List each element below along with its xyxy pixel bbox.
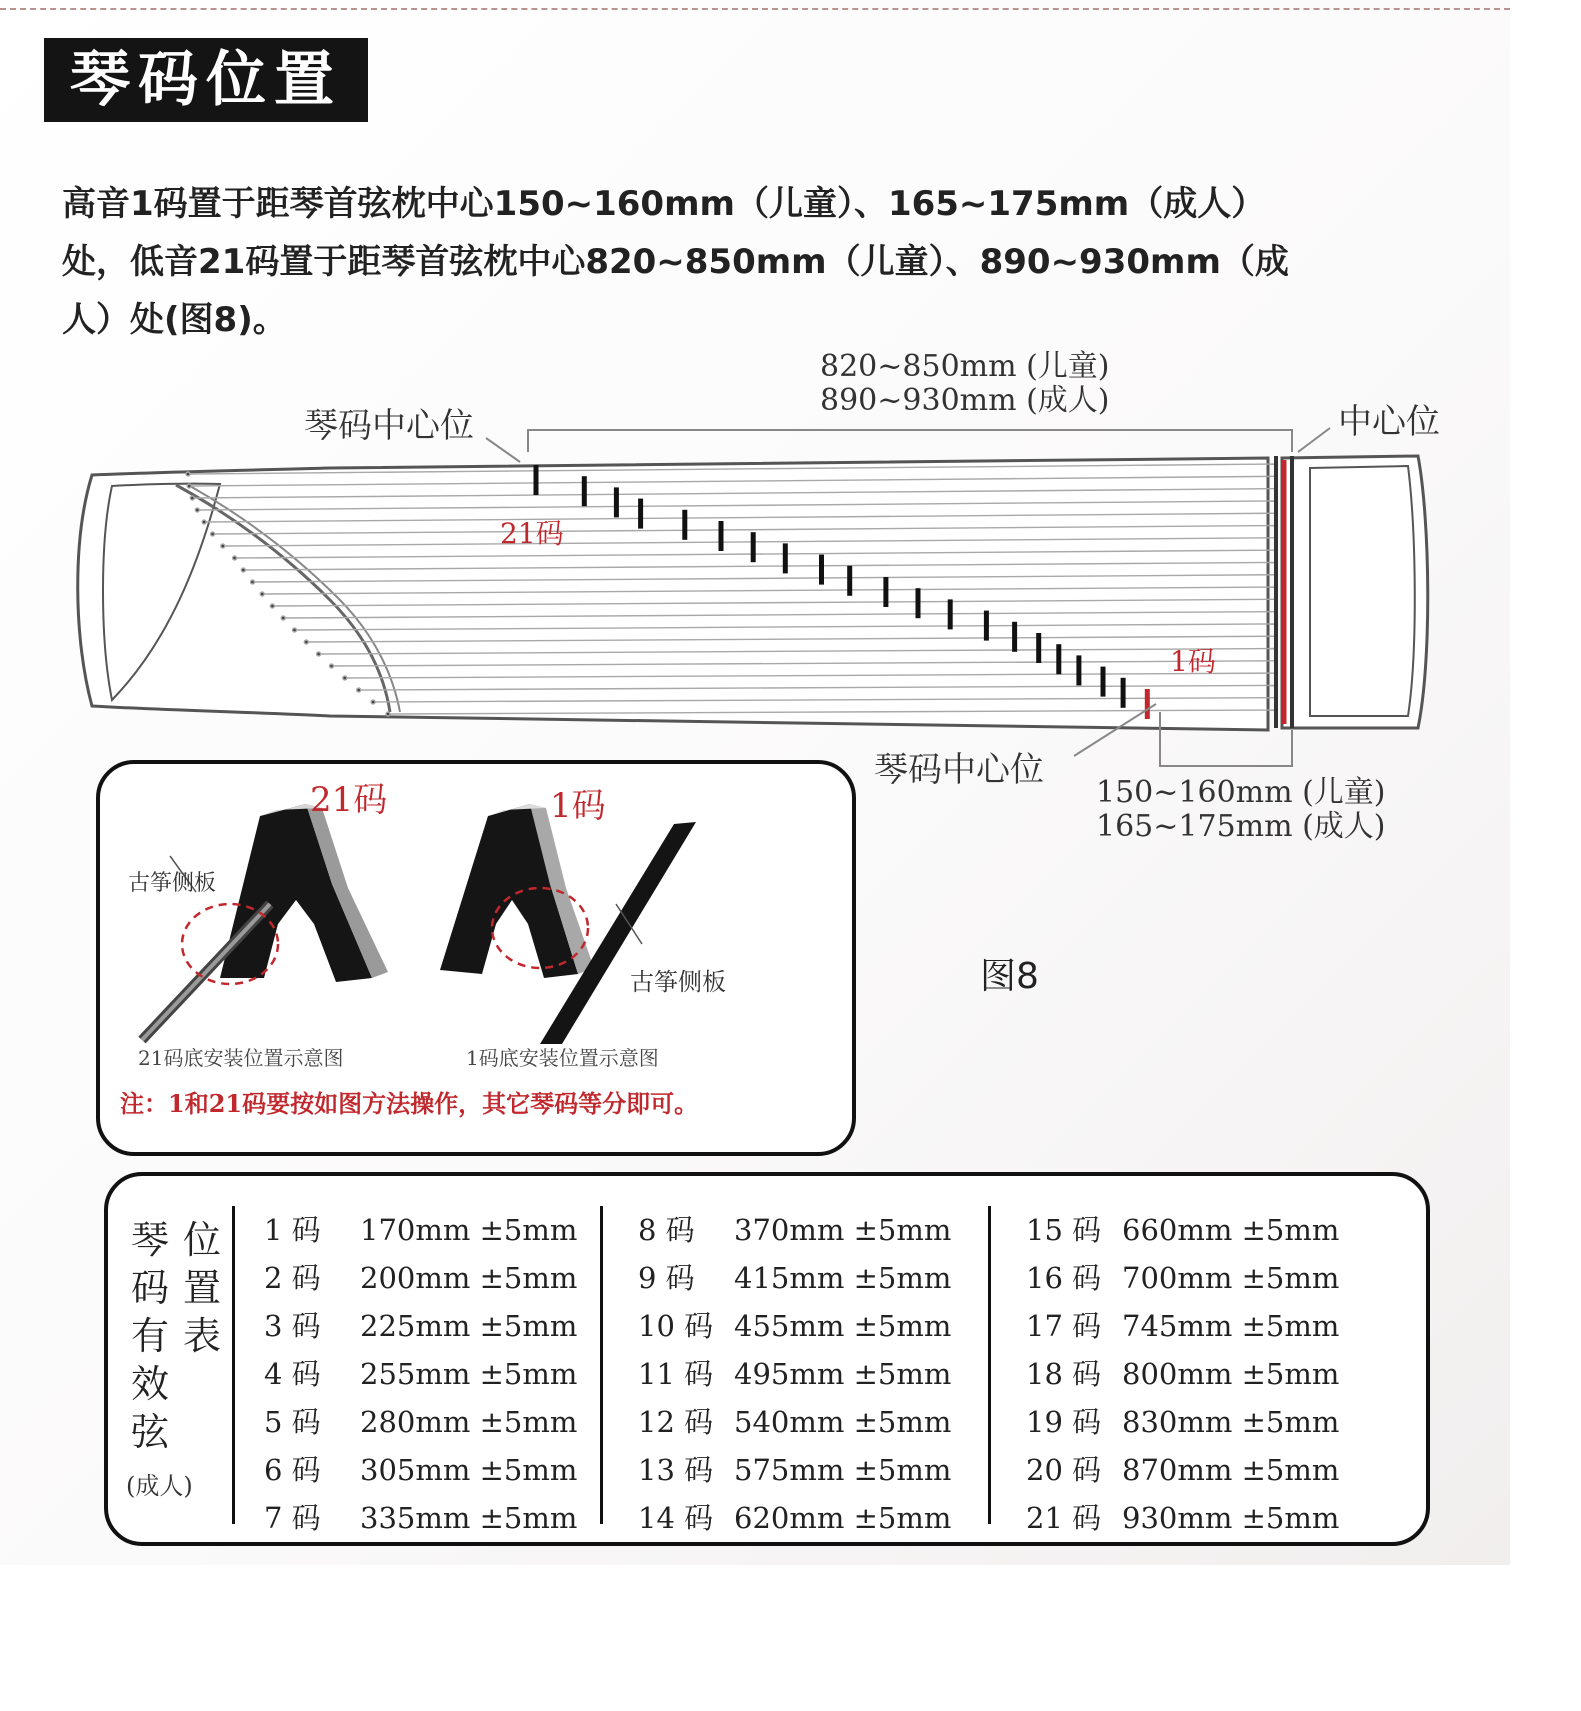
- table-row: [1026, 1398, 1339, 1446]
- table-row: [1026, 1254, 1339, 1302]
- bridge-1-label: 1码: [1170, 645, 1216, 678]
- string-peg: [270, 604, 274, 608]
- bridge-distance: 660mm ±5mm: [1122, 1213, 1340, 1247]
- string-peg: [330, 664, 334, 668]
- table-row: [1026, 1446, 1339, 1494]
- bridge-number: 9 码: [638, 1261, 695, 1295]
- table-note: (成人): [126, 1472, 193, 1500]
- intro-line-3: 人）处(图8)。: [62, 300, 287, 340]
- bridge-distance: 700mm ±5mm: [1122, 1261, 1340, 1295]
- column-divider: [988, 1206, 991, 1524]
- bridge-distance: 280mm ±5mm: [360, 1405, 578, 1439]
- table-row: [1026, 1302, 1339, 1350]
- inset-side-board-right: 古筝侧板: [630, 968, 726, 996]
- string-peg: [371, 700, 375, 704]
- bridge-marker: [1012, 622, 1017, 652]
- inset-note: 注：1和21码要按如图方法操作，其它琴码等分即可。: [120, 1089, 699, 1118]
- table-title-char: 置: [182, 1266, 221, 1310]
- bridge-marker: [582, 476, 587, 506]
- string-peg: [195, 508, 199, 512]
- bridge-marker: [719, 521, 724, 551]
- string-peg: [386, 712, 390, 716]
- bridge-marker: [948, 599, 953, 629]
- inset-side-board-left: 古筝侧板: [128, 871, 217, 896]
- bridge-number: 18 码: [1026, 1357, 1102, 1391]
- table-row: [264, 1254, 577, 1302]
- bridge-distance: 620mm ±5mm: [734, 1501, 952, 1535]
- bridge-number: 16 码: [1026, 1261, 1102, 1295]
- table-column-3: [1026, 1206, 1339, 1542]
- bridge-distance: 455mm ±5mm: [734, 1309, 952, 1343]
- string-peg: [293, 628, 297, 632]
- bridge-marker: [819, 555, 824, 585]
- bridge-number: 1 码: [264, 1213, 321, 1247]
- table-row: [1026, 1206, 1339, 1254]
- inset-bridge-1-title: 1码: [550, 786, 606, 826]
- table-title-char: 效: [130, 1362, 169, 1406]
- bridge-distance: 305mm ±5mm: [360, 1453, 578, 1487]
- bridge-number: 15 码: [1026, 1213, 1102, 1247]
- string-peg: [281, 616, 285, 620]
- center-position-label: 中心位: [1338, 402, 1440, 442]
- figure-label: 图8: [980, 956, 1039, 997]
- string-peg: [251, 580, 255, 584]
- bridge-marker: [751, 532, 756, 562]
- bridge-position-table: [104, 1172, 1430, 1546]
- bridge-21-illustration: [142, 804, 388, 1040]
- bridge-number: 8 码: [638, 1213, 695, 1247]
- string-peg: [241, 568, 245, 572]
- bridge-distance: 540mm ±5mm: [734, 1405, 952, 1439]
- table-row: [264, 1398, 577, 1446]
- top-range-child: 820~850mm (儿童): [820, 349, 1110, 384]
- string-peg: [187, 484, 191, 488]
- bridge-number: 5 码: [264, 1405, 321, 1439]
- table-row: [264, 1446, 577, 1494]
- bridge-marker: [638, 499, 643, 529]
- bridge-distance: 200mm ±5mm: [360, 1261, 578, 1295]
- table-row: [264, 1350, 577, 1398]
- string-peg: [186, 472, 190, 476]
- bridge-number: 6 码: [264, 1453, 321, 1487]
- bridge-number: 4 码: [264, 1357, 321, 1391]
- bridge-center-label-top: 琴码中心位: [304, 406, 474, 446]
- bridge-distance: 870mm ±5mm: [1122, 1453, 1340, 1487]
- table-row: [638, 1494, 951, 1542]
- column-divider: [232, 1206, 235, 1524]
- bridge-distance: 170mm ±5mm: [360, 1213, 578, 1247]
- bridge-distance: 930mm ±5mm: [1122, 1501, 1340, 1535]
- bridge-install-inset: [96, 760, 856, 1156]
- intro-line-2: 处，低音21码置于距琴首弦枕中心820~850mm（儿童）、890~930mm（成: [62, 242, 1289, 282]
- bridge-marker: [1101, 667, 1106, 697]
- bridge-marker: [682, 510, 687, 540]
- bridge-number: 10 码: [638, 1309, 714, 1343]
- table-column-1: [264, 1206, 577, 1542]
- bridge-marker: [534, 465, 539, 495]
- bridge-number: 7 码: [264, 1501, 321, 1535]
- bridge-number: 13 码: [638, 1453, 714, 1487]
- table-title-char: 表: [182, 1314, 221, 1358]
- bottom-range-adult: 165~175mm (成人): [1096, 809, 1386, 844]
- bridge-marker: [1076, 655, 1081, 685]
- bridge-distance: 830mm ±5mm: [1122, 1405, 1340, 1439]
- table-title-char: 弦: [130, 1410, 169, 1454]
- string-peg: [202, 520, 206, 524]
- bridge-marker: [783, 543, 788, 573]
- table-column-2: [638, 1206, 951, 1542]
- table-title-column-2: [178, 1216, 226, 1360]
- table-row: [638, 1446, 951, 1494]
- table-row: [638, 1254, 951, 1302]
- table-title-char: 码: [130, 1266, 169, 1310]
- inset-bridge-21-title: 21码: [310, 780, 388, 820]
- bridge-number: 2 码: [264, 1261, 321, 1295]
- bridge-21-label: 21码: [500, 517, 564, 550]
- bridge-marker: [1121, 678, 1126, 708]
- bridge-marker: [1036, 633, 1041, 663]
- table-title-char: 位: [182, 1218, 221, 1262]
- string-peg: [304, 640, 308, 644]
- bridge-center-label-bottom: 琴码中心位: [874, 750, 1044, 790]
- table-row: [1026, 1350, 1339, 1398]
- bottom-range-child: 150~160mm (儿童): [1096, 775, 1386, 810]
- string-peg: [260, 592, 264, 596]
- table-row: [638, 1206, 951, 1254]
- bridge-number: 21 码: [1026, 1501, 1102, 1535]
- bridge-number: 3 码: [264, 1309, 321, 1343]
- table-row: [264, 1206, 577, 1254]
- bridge-1-illustration: [440, 804, 696, 1044]
- string-peg: [221, 544, 225, 548]
- bridge-distance: 225mm ±5mm: [360, 1309, 578, 1343]
- bridge-marker: [847, 566, 852, 596]
- top-range-adult: 890~930mm (成人): [820, 383, 1110, 418]
- column-divider: [600, 1206, 603, 1524]
- table-row: [264, 1494, 577, 1542]
- table-title-char: 有: [130, 1314, 169, 1358]
- table-row: [1026, 1494, 1339, 1542]
- table-row: [638, 1398, 951, 1446]
- section-title: 琴码位置: [44, 38, 368, 122]
- bridge-marker: [883, 577, 888, 607]
- table-title-char: 琴: [130, 1218, 169, 1262]
- string-peg: [357, 688, 361, 692]
- string-peg: [343, 676, 347, 680]
- bridge-number: 17 码: [1026, 1309, 1102, 1343]
- bridge-distance: 370mm ±5mm: [734, 1213, 952, 1247]
- bridge-number: 19 码: [1026, 1405, 1102, 1439]
- inset-caption-right: 1码底安装位置示意图: [466, 1046, 659, 1070]
- intro-line-1: 高音1码置于距琴首弦枕中心150~160mm（儿童）、165~175mm（成人）: [62, 184, 1266, 224]
- string-peg: [233, 556, 237, 560]
- top-dimension-bracket: [486, 428, 1330, 462]
- inset-caption-left: 21码底安装位置示意图: [138, 1046, 344, 1070]
- bridge-marker: [984, 611, 989, 641]
- bridge-marker: [1145, 689, 1150, 719]
- table-row: [638, 1302, 951, 1350]
- bridge-number: 14 码: [638, 1501, 714, 1535]
- bridge-distance: 415mm ±5mm: [734, 1261, 952, 1295]
- bridge-distance: 255mm ±5mm: [360, 1357, 578, 1391]
- bridge-number: 20 码: [1026, 1453, 1102, 1487]
- bridge-number: 11 码: [638, 1357, 714, 1391]
- table-title-column-1: [126, 1216, 174, 1456]
- table-row: [264, 1302, 577, 1350]
- bridge-distance: 800mm ±5mm: [1122, 1357, 1340, 1391]
- bridge-marker: [1056, 644, 1061, 674]
- string-peg: [317, 652, 321, 656]
- bridge-number: 12 码: [638, 1405, 714, 1439]
- bridge-distance: 575mm ±5mm: [734, 1453, 952, 1487]
- bridge-distance: 745mm ±5mm: [1122, 1309, 1340, 1343]
- bridge-marker: [916, 588, 921, 618]
- table-row: [638, 1350, 951, 1398]
- string-peg: [211, 532, 215, 536]
- string-peg: [190, 496, 194, 500]
- bridge-marker: [614, 487, 619, 517]
- bridge-distance: 335mm ±5mm: [360, 1501, 578, 1535]
- bridge-distance: 495mm ±5mm: [734, 1357, 952, 1391]
